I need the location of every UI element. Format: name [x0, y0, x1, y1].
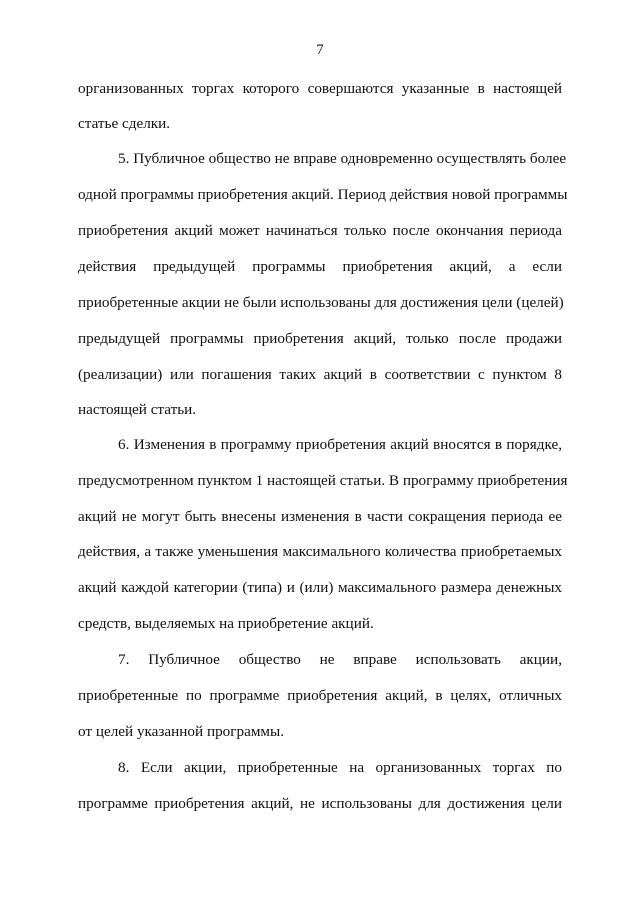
text-line: 7. Публичное общество не вправе использовать акции,: [118, 651, 562, 668]
text-line: акций каждой категории (типа) и (или) максимального размера денежных: [78, 579, 562, 596]
text-line: приобретенные по программе приобретения акций, в целях, отличных: [78, 687, 562, 704]
text-line: средств, выделяемых на приобретение акций.: [78, 615, 374, 632]
text-line: 6. Изменения в программу приобретения акций вносятся в порядке,: [118, 436, 562, 453]
text-line: предусмотренном пунктом 1 настоящей статьи. В программу приобретения: [78, 472, 568, 489]
text-line: одной программы приобретения акций. Период действия новой программы: [78, 186, 568, 203]
text-line: приобретенные акции не были использованы для достижения цели (целей): [78, 294, 564, 311]
text-line: от целей указанной программы.: [78, 723, 285, 740]
text-line: акций не могут быть внесены изменения в части сокращения периода ее: [78, 508, 562, 525]
text-line: настоящей статьи.: [78, 401, 197, 418]
text-line: действия, а также уменьшения максимального количества приобретаемых: [78, 543, 562, 560]
text-line: 8. Если акции, приобретенные на организованных торгах по: [118, 759, 562, 776]
text-line: программе приобретения акций, не использованы для достижения цели: [78, 795, 562, 812]
text-line: (реализации) или погашения таких акций в соответствии с пунктом 8: [78, 366, 562, 383]
text-line: статье сделки.: [78, 115, 171, 132]
text-line: действия предыдущей программы приобретения акций, а если: [78, 258, 562, 275]
text-line: 5. Публичное общество не вправе одновременно осуществлять более: [118, 150, 567, 167]
text-line: предыдущей программы приобретения акций, только после продажи: [78, 330, 562, 347]
page-number: 7: [316, 42, 324, 58]
text-line: приобретения акций может начинаться только после окончания периода: [78, 222, 562, 239]
text-line: организованных торгах которого совершаются указанные в настоящей: [78, 80, 562, 97]
